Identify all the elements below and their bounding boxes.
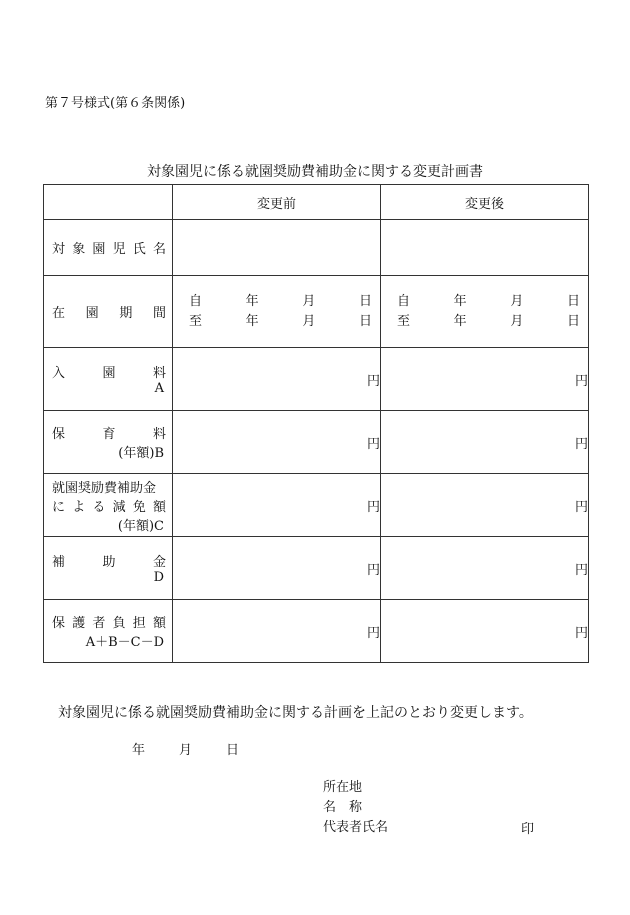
admission-fee-before-field[interactable]: 円 <box>173 348 381 411</box>
subsidy-reduction-row <box>44 474 589 537</box>
document-title: 対象園児に係る就園奨励費補助金に関する変更計画書 <box>147 164 483 180</box>
change-statement: 対象園児に係る就園奨励費補助金に関する計画を上記のとおり変更します。 <box>58 705 533 721</box>
seal-mark: 印 <box>521 822 535 837</box>
guardian-burden-before-field[interactable]: 円 <box>173 600 381 663</box>
header-after: 変更後 <box>381 185 589 220</box>
admission-fee-row <box>44 348 589 411</box>
enrollment-period-row <box>44 276 589 348</box>
child-name-label: 対 象 園 児 氏 名 <box>44 220 173 276</box>
form-number: 第７号様式(第６条関係) <box>45 96 186 111</box>
admission-fee-after-field[interactable]: 円 <box>381 348 589 411</box>
change-plan-table <box>43 184 589 663</box>
table-header-row <box>44 185 589 220</box>
applicant-block <box>323 778 388 838</box>
name-label: 名 称 <box>323 800 363 815</box>
period-after-field[interactable]: 自 年 月 日 至 年 月 日 <box>381 276 589 348</box>
address-label: 所在地 <box>323 780 363 795</box>
date-day-label: 日 <box>226 743 240 758</box>
date-month-label: 月 <box>179 743 193 758</box>
period-before-field[interactable]: 自 年 月 日 至 年 月 日 <box>173 276 381 348</box>
date-year-label: 年 <box>132 743 146 758</box>
subsidy-reduction-label: 就園奨励費補助金 に よ る 減 免 額 (年額)C <box>44 474 173 537</box>
date-line <box>132 739 239 758</box>
childcare-fee-label: 保 育 料 (年額)B <box>44 411 173 474</box>
subsidy-reduction-before-field[interactable]: 円 <box>173 474 381 537</box>
header-blank-cell <box>44 185 173 220</box>
subsidy-after-field[interactable]: 円 <box>381 537 589 600</box>
childcare-fee-row <box>44 411 589 474</box>
child-name-after-field[interactable] <box>381 220 589 276</box>
subsidy-row <box>44 537 589 600</box>
subsidy-label: 補 助 金 D <box>44 537 173 600</box>
childcare-fee-before-field[interactable]: 円 <box>173 411 381 474</box>
subsidy-reduction-after-field[interactable]: 円 <box>381 474 589 537</box>
guardian-burden-label: 保 護 者 負 担 額 A＋B－C－D <box>44 600 173 663</box>
guardian-burden-after-field[interactable]: 円 <box>381 600 589 663</box>
childcare-fee-after-field[interactable]: 円 <box>381 411 589 474</box>
representative-label: 代表者氏名 <box>323 820 389 835</box>
header-before: 変更前 <box>173 185 381 220</box>
admission-fee-label: 入 園 料 A <box>44 348 173 411</box>
guardian-burden-row <box>44 600 589 663</box>
enrollment-period-label: 在 園 期 間 <box>44 276 173 348</box>
child-name-row <box>44 220 589 276</box>
child-name-before-field[interactable] <box>173 220 381 276</box>
subsidy-before-field[interactable]: 円 <box>173 537 381 600</box>
